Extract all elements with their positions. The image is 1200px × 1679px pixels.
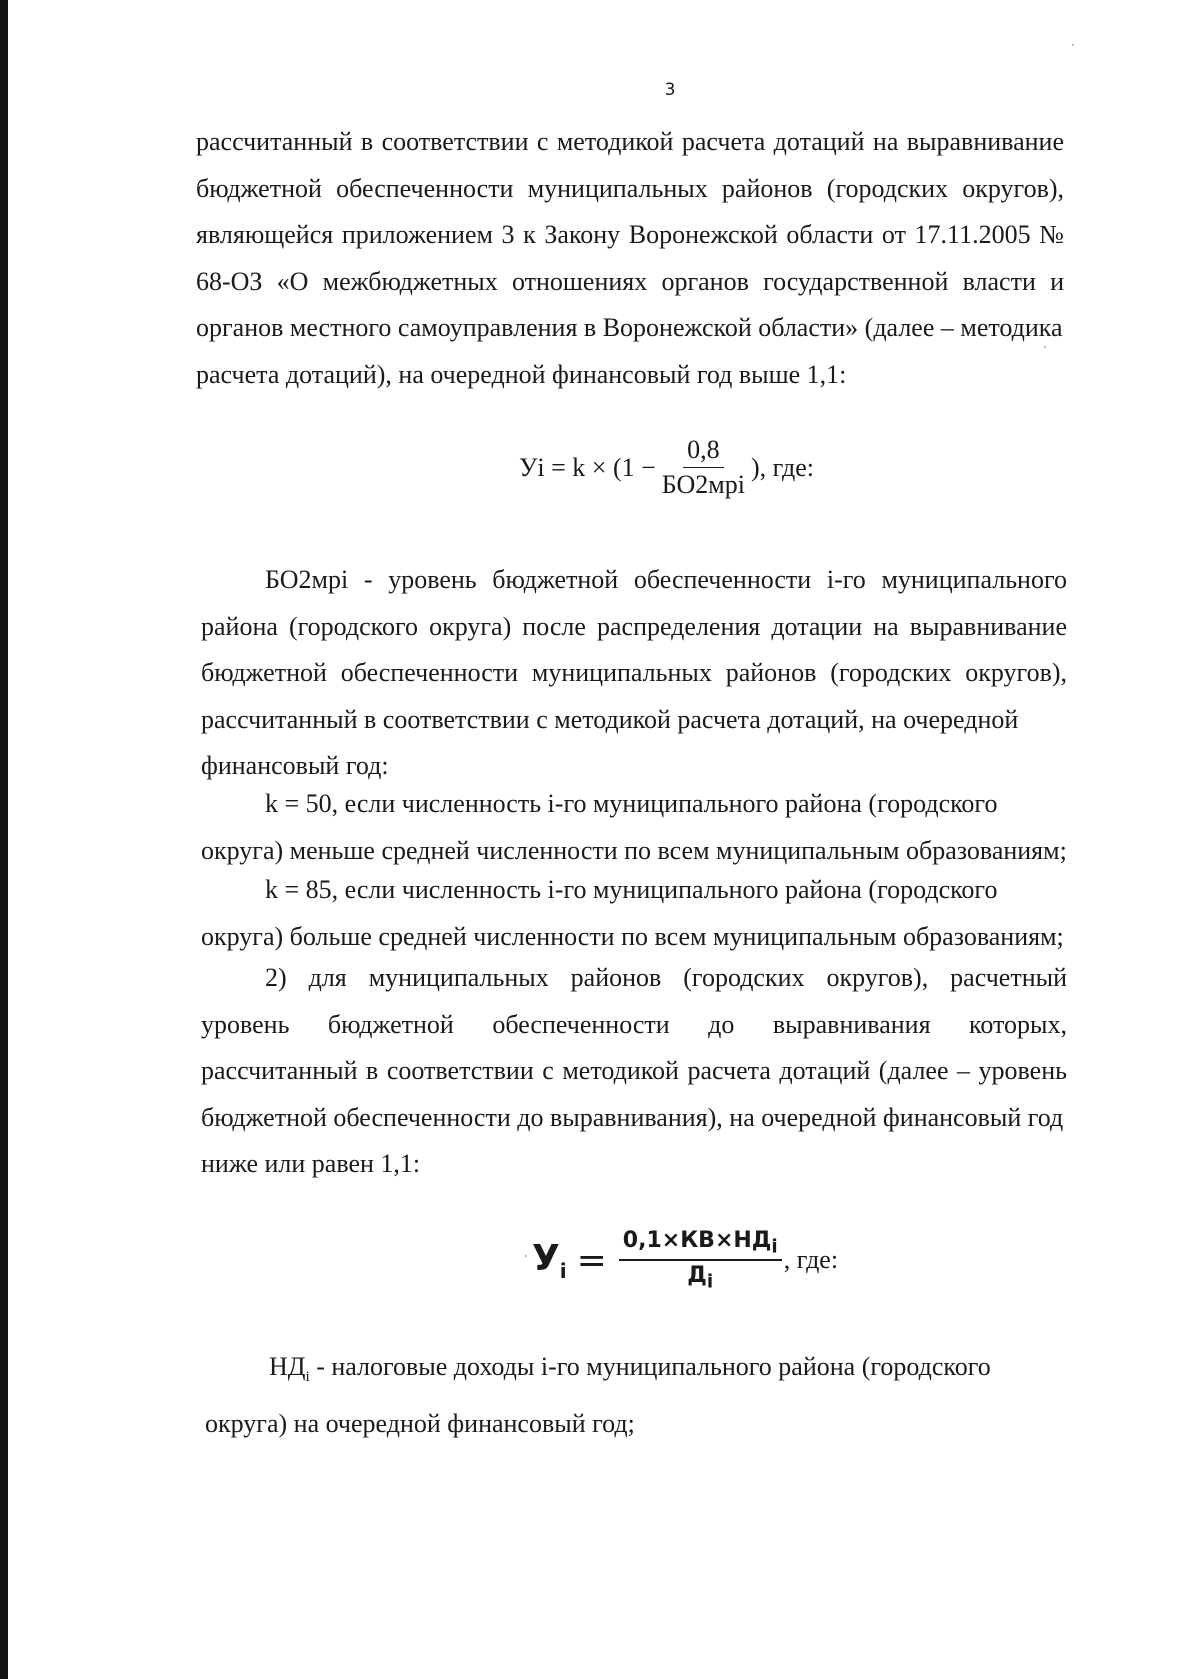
- scan-speck: [1072, 44, 1074, 46]
- paragraph-3-last-line: округа) меньше средней численности по всем муниципальным образованиям;: [201, 835, 1067, 865]
- formula-2-denominator-text: Д: [687, 1263, 707, 1289]
- paragraph-4-last-line: округа) больше средней численности по всем муниципальным образованиям;: [201, 921, 1064, 951]
- paragraph-3-text: k = 50, если численность i-го муниципального района (городского: [265, 789, 998, 818]
- paragraph-1: [196, 119, 1064, 398]
- paragraph-4: [201, 867, 1067, 960]
- scan-edge: [0, 0, 8, 1679]
- formula-2-lhs: [532, 1238, 567, 1283]
- page-number: 3: [664, 80, 676, 100]
- paragraph-5-text: 2) для муниципальных районов (городских округов), расчетный уровень бюджетной обеспеченности до выравнивания которых, рассчитанный в соответствии с методикой расчета дотаций (далее – уровень бюджетной обеспеченности до выравнивания), на очередной финансовый год: [201, 963, 1067, 1132]
- formula-1-denominator: БО2мрi: [661, 470, 745, 499]
- scan-speck: [525, 1255, 527, 1257]
- paragraph-3: [201, 781, 1067, 874]
- formula-2: [532, 1228, 838, 1293]
- formula-2-tail: , где:: [783, 1245, 839, 1275]
- formula-1-tail: ), где:: [751, 452, 815, 482]
- formula-2-denominator-subscript: i: [706, 1271, 714, 1293]
- formula-2-equals: =: [576, 1239, 607, 1281]
- paragraph-5: [201, 955, 1067, 1188]
- paragraph-6-text: - налоговые доходы i-го муниципального района (городского: [309, 1352, 991, 1381]
- paragraph-1-last-line: расчета дотаций), на очередной финансовый год выше 1,1:: [196, 359, 847, 389]
- formula-1-numerator: 0,8: [683, 435, 724, 468]
- paragraph-6: [205, 1344, 1069, 1447]
- paragraph-6-lead: НД: [269, 1352, 306, 1381]
- formula-2-numerator-text: 0,1×КВ×НД: [622, 1228, 772, 1253]
- paragraph-1-text: рассчитанный в соответствии с методикой расчета дотаций на выравнивание бюджетной обеспеченности муниципальных районов (городских округов), являющейся приложением 3 к Закону Воронежской области от 17.11.2005 № 68-ОЗ «О межбюджетных отношениях органов государственной власти и органов местного самоуправления в Воронежской области» (далее – методика: [196, 127, 1064, 342]
- formula-1-lhs: Уi = k × (1 −: [519, 452, 656, 482]
- paragraph-2-last-line: финансовый год:: [201, 751, 389, 780]
- paragraph-4-text: k = 85, если численность i-го муниципального района (городского: [265, 875, 998, 904]
- formula-2-lhs-symbol: У: [532, 1237, 560, 1279]
- formula-2-numerator: [619, 1228, 782, 1261]
- paragraph-2-text: БО2мрi - уровень бюджетной обеспеченности i-го муниципального района (городского округа) после распределения дотации на выравнивание бюджетной обеспеченности муниципальных районов (городских округов), рассчитанный в соответствии с методикой расчета дотаций, на очередной: [201, 565, 1067, 734]
- paragraph-6-last-line: округа) на очередной финансовый год;: [205, 1408, 635, 1438]
- paragraph-6-subscript: i: [305, 1369, 310, 1386]
- formula-1: [519, 435, 814, 500]
- paragraph-5-last-line: ниже или равен 1,1:: [201, 1149, 421, 1178]
- formula-1-fraction: [658, 435, 749, 500]
- paragraph-2: [201, 557, 1067, 790]
- scan-speck: [1044, 346, 1046, 348]
- formula-2-denominator: [683, 1261, 717, 1292]
- formula-2-fraction: [619, 1228, 782, 1293]
- formula-2-lhs-subscript: i: [559, 1258, 567, 1283]
- formula-2-numerator-subscript: i: [771, 1236, 778, 1258]
